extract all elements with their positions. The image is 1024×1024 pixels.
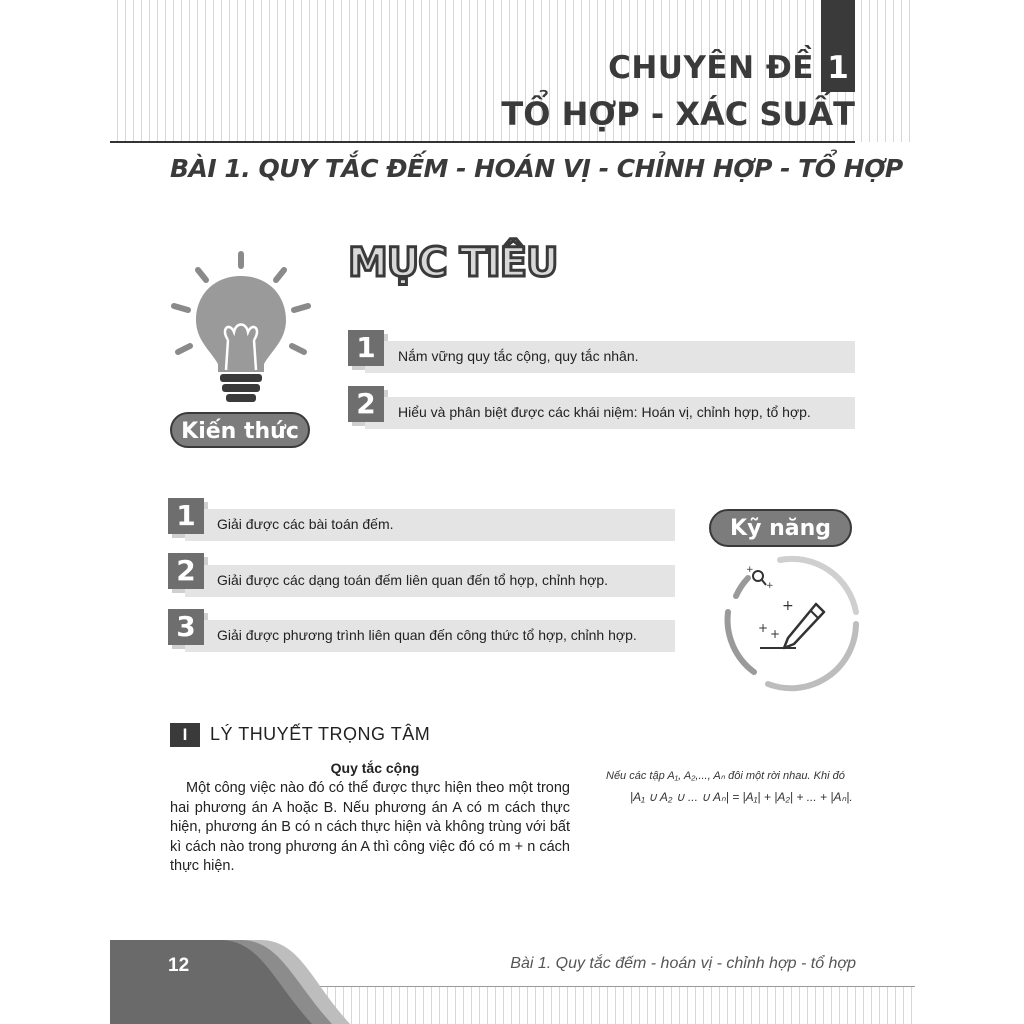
skill-item-text: Giải được các dạng toán đếm liên quan đến tổ hợp, chỉnh hợp. bbox=[217, 572, 609, 588]
knowledge-item-text: Nắm vững quy tắc cộng, quy tắc nhân. bbox=[398, 348, 639, 364]
skill-item-number: 3 bbox=[168, 609, 204, 645]
section-title: LÝ THUYẾT TRỌNG TÂM bbox=[210, 724, 431, 744]
rule-body bbox=[170, 779, 570, 877]
chapter-label: CHUYÊN ĐỀ bbox=[608, 50, 814, 86]
knowledge-item-number: 1 bbox=[348, 330, 384, 366]
skill-item-number: 2 bbox=[168, 553, 204, 589]
skill-item-number: 1 bbox=[168, 498, 204, 534]
chapter-number: 1 bbox=[827, 50, 849, 86]
knowledge-item-number: 2 bbox=[348, 386, 384, 422]
lightbulb-icon bbox=[168, 248, 318, 413]
svg-text:+: + bbox=[782, 598, 794, 614]
rule-paragraph: Một công việc nào đó có thể được thực hiện theo một trong hai phương án A hoặc B. Nếu phương án A có m cách thực hiện, phương án B có n cách thực hiện và không trùng với bất kì cách nào trong phương án A thì công việc đó có m + n cách thực hiện. bbox=[170, 780, 570, 874]
skills-label: Kỹ năng bbox=[709, 509, 852, 547]
objectives-heading: MỤC TIÊU bbox=[348, 240, 558, 286]
svg-text:+: + bbox=[770, 627, 781, 641]
knowledge-item-text: Hiểu và phân biệt được các khái niệm: Hoán vị, chỉnh hợp, tổ hợp. bbox=[398, 404, 811, 420]
svg-text:+: + bbox=[758, 621, 769, 635]
chapter-title: TỔ HỢP - XÁC SUẤT bbox=[501, 95, 855, 133]
skill-item-text: Giải được phương trình liên quan đến công thức tổ hợp, chỉnh hợp. bbox=[217, 627, 637, 643]
page-number: 12 bbox=[168, 955, 190, 976]
side-formula: |A₁ ∪ A₂ ∪ ... ∪ Aₙ| = |A₁| + |A₂| + ... + |Aₙ|. bbox=[630, 790, 853, 804]
header-divider bbox=[110, 141, 855, 143]
section-number: I bbox=[170, 723, 200, 747]
side-note: Nếu các tập A₁, A₂,..., Aₙ đôi một rời nhau. Khi đó bbox=[606, 770, 845, 782]
pencil-skill-icon bbox=[718, 552, 863, 692]
knowledge-label: Kiến thức bbox=[170, 412, 310, 448]
lesson-title: BÀI 1. QUY TẮC ĐẾM - HOÁN VỊ - CHỈNH HỢP - TỔ HỢP bbox=[170, 154, 903, 183]
skill-item-text: Giải được các bài toán đếm. bbox=[217, 516, 394, 532]
footer-wave-shape bbox=[110, 940, 350, 1024]
svg-text:+: + bbox=[746, 565, 754, 575]
rule-title: Quy tắc cộng bbox=[330, 760, 420, 776]
svg-text:+: + bbox=[766, 581, 774, 591]
footer-lesson-title: Bài 1. Quy tắc đếm - hoán vị - chỉnh hợp - tổ hợp bbox=[510, 955, 856, 972]
footer-stripes bbox=[320, 987, 915, 1024]
